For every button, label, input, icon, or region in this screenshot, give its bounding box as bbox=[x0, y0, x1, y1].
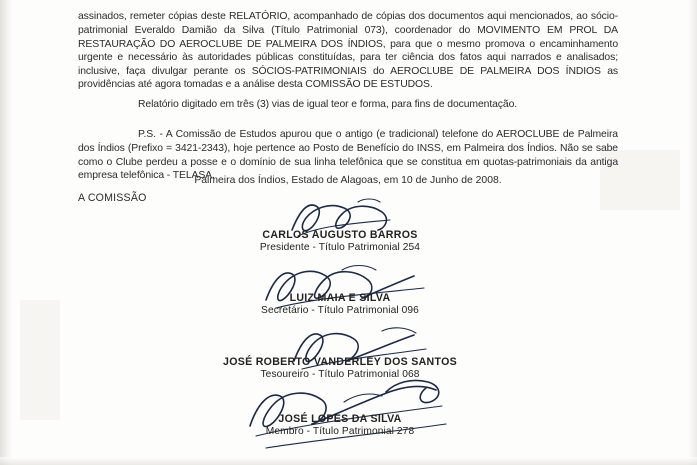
signatory-name-3: JOSÉ ROBERTO VANDERLEY DOS SANTOS bbox=[223, 356, 457, 368]
paragraph-vias: Relatório digitado em três (3) vias de igual teor e forma, para fins de documentação. bbox=[138, 99, 518, 111]
signatory-name-1: CARLOS AUGUSTO BARROS bbox=[262, 229, 418, 241]
signatory-role-2: Secretário - Título Patrimonial 096 bbox=[261, 305, 419, 316]
signature-block-3 bbox=[60, 356, 620, 380]
commission-label: A COMISSÃO bbox=[78, 192, 147, 204]
signatory-role-4: Membro - Título Patrimonial 278 bbox=[265, 426, 415, 437]
paragraph-remessa: assinados, remeter cópias deste RELATÓRIO, acompanhado de cópias dos documentos aqui mencionados, ao sócio-patrimonial Everaldo Damião da Silva (Título Patrimonial 073), coordenador do MOVIMENTO EM PROL DA RESTAURAÇÃO DO AEROCLUBE DE PALMEIRA DOS ÍNDIOS, para que o mesmo promova o encaminhamento urgente e necessário às autoridades públicas constituídas, para ter ciência dos fatos aqui narrados e analisados; inclusive, faça divulgar perante os SÓCIOS-PATRIMONIAIS do AEROCLUBE DE PALMEIRA DOS ÍNDIOS as providências até agora tomadas e a análise desta COMISSÃO DE ESTUDOS. bbox=[78, 11, 618, 91]
signatory-name-2: LUIZ MAIA E SILVA bbox=[289, 292, 391, 304]
dateline: Palmeira dos Índios, Estado de Alagoas, em 10 de Junho de 2008. bbox=[194, 175, 502, 186]
signature-block-2 bbox=[60, 292, 620, 316]
signature-block-4 bbox=[60, 413, 620, 437]
signature-block-1 bbox=[60, 229, 620, 253]
signatory-role-3: Tesoureiro - Título Patrimonial 068 bbox=[260, 369, 420, 380]
signatory-role-1: Presidente - Título Patrimonial 254 bbox=[259, 242, 421, 253]
signatory-name-4: JOSÉ LOPES DA SILVA bbox=[278, 413, 402, 425]
paragraph-ps: P.S. - A Comissão de Estudos apurou que o antigo (e tradicional) telefone do AEROCLUBE de Palmeira dos Índios (Prefixo = 3421-2343), hoje pertence ao Posto de Benefício do INSS, em Palmeira dos Índios. Não se sabe como o Clube perdeu a posse e o domínio de sua linha telefônica que se constitua em quotas-patrimoniais da antiga empresa telefônica - TELASA. bbox=[78, 129, 618, 182]
